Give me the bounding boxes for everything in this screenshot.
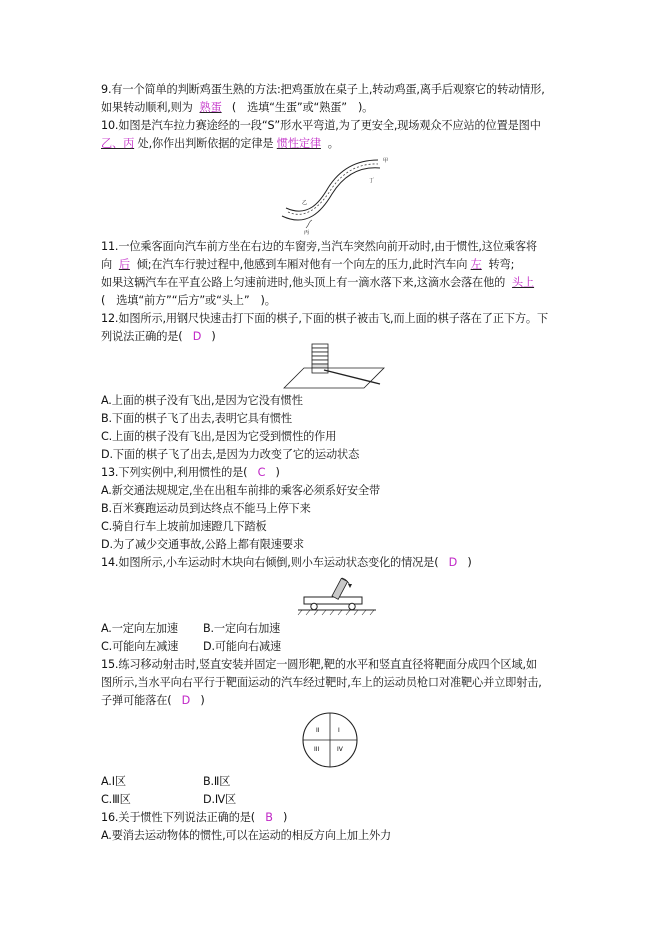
q13-paren: ) xyxy=(275,466,280,479)
q10-text: 处,你作出判断依据的定律是 xyxy=(137,137,274,150)
q9-line2 xyxy=(101,101,373,115)
q12-option-c: C.上面的棋子没有飞出,是因为它受到惯性的作用 xyxy=(101,430,337,443)
quadrant-label-i: I xyxy=(338,727,340,734)
q14-text: 14.如图所示,小车运动时木块向右倾倒,则小车运动状态变化的情况是( xyxy=(101,556,439,569)
q13-text: 13.下列实例中,利用惯性的是( xyxy=(101,466,248,479)
q11-line4: ( 选填“前方”“后方”或“头上” )。 xyxy=(101,294,276,307)
q11-line2 xyxy=(101,258,514,272)
q9-hint: ( 选填“生蛋”或“熟蛋” )。 xyxy=(231,101,374,114)
quadrant-label-ii: II xyxy=(316,727,320,734)
s-curve-road-figure xyxy=(262,156,402,236)
q16-text: 16.关于惯性下列说法正确的是( xyxy=(101,811,256,824)
q12-option-b: B.下面的棋子飞了出去,表明它具有惯性 xyxy=(101,412,292,425)
q13-line1 xyxy=(101,466,280,480)
q14-option-a: A.一定向左加速 xyxy=(101,622,178,635)
q9-line1: 9.有一个简单的判断鸡蛋生熟的方法:把鸡蛋放在桌子上,转动鸡蛋,离手后观察它的转动情形, xyxy=(101,83,545,96)
q15-options-row2 xyxy=(101,793,236,807)
cart-block-figure xyxy=(296,572,378,616)
quadrant-label-iii: III xyxy=(314,746,320,753)
chess-pieces-figure xyxy=(280,340,390,394)
q16-paren: ) xyxy=(282,811,288,824)
q14-option-c: C.可能向左减速 xyxy=(101,640,179,653)
q12-paren: ) xyxy=(211,330,216,343)
q14-options-row2 xyxy=(101,640,281,654)
q15-option-d: D.Ⅳ区 xyxy=(203,793,237,806)
q9-answer: 熟蛋 xyxy=(199,101,222,114)
q11-answer-1: 后 xyxy=(118,258,130,271)
q12-line1: 12.如图所示,用钢尺快速击打下面的棋子,下面的棋子被击飞,而上面的棋子落在了正下方。下 xyxy=(101,312,548,325)
q15-line3 xyxy=(101,694,205,708)
q12-text: 列说法正确的是( xyxy=(101,330,183,343)
q15-options-row1 xyxy=(101,775,230,789)
road-label-3: 丁 xyxy=(369,178,375,184)
q11-answer-3: 头上 xyxy=(511,276,535,289)
q11-line1: 11.一位乘客面向汽车前方坐在右边的车窗旁,当汽车突然向前开动时,由于惯性,这位乘客将 xyxy=(101,240,537,253)
q11-line3 xyxy=(101,276,534,290)
q14-options-row1 xyxy=(101,622,280,636)
road-label-0: 甲 xyxy=(383,158,389,164)
q11-text-b: 倾;在汽车行驶过程中,他感到车厢对他有一个向左的压力,此时汽车向 xyxy=(136,258,468,271)
q12-line2 xyxy=(101,330,216,344)
target-figure xyxy=(300,710,360,770)
q16-answer: B xyxy=(265,811,273,824)
q14-paren: ) xyxy=(467,556,472,569)
q16-line1 xyxy=(101,811,287,825)
q13-answer: C xyxy=(257,466,266,479)
q15-line1: 15.练习移动射击时,竖直安装并固定一圆形靶,靶的水平和竖直直径将靶面分成四个区域,如 xyxy=(101,658,537,671)
q9-text: 如果转动顺利,则为 xyxy=(101,101,193,114)
q10-answer-positions: 乙、丙 xyxy=(101,137,135,150)
q15-line2: 图所示,当水平向右平行于靶面运动的汽车经过靶时,车上的运动员枪口对准靶心并立即射击, xyxy=(101,676,542,689)
q11-answer-2: 左 xyxy=(470,258,482,271)
q16-option-a: A.要消去运动物体的惯性,可以在运动的相反方向上加上外力 xyxy=(101,829,392,842)
q14-option-d: D.可能向右减速 xyxy=(203,640,282,653)
q14-line1 xyxy=(101,556,472,570)
q11-text-a: 向 xyxy=(101,258,113,271)
q11-text-c: 转弯; xyxy=(488,258,515,271)
q11-text-d: 如果这辆汽车在平直公路上匀速前进时,他头顶上有一滴水落下来,这滴水会落在他的 xyxy=(101,276,506,289)
q13-option-d: D.为了减少交通事故,公路上都有限速要求 xyxy=(101,538,304,551)
q13-option-a: A.新交通法规规定,坐在出租车前排的乘客必须系好安全带 xyxy=(101,484,381,497)
q15-option-a: A.Ⅰ区 xyxy=(101,775,126,788)
q12-option-d: D.下面的棋子飞了出去,是因为力改变了它的运动状态 xyxy=(101,448,360,461)
q15-paren: ) xyxy=(200,694,205,707)
q12-option-a: A.上面的棋子没有飞出,是因为它没有惯性 xyxy=(101,394,303,407)
q15-answer: D xyxy=(181,694,191,707)
q13-option-b: B.百米赛跑运动员到达终点不能马上停下来 xyxy=(101,502,311,515)
q15-text: 子弹可能落在( xyxy=(101,694,172,707)
q10-answer-law: 惯性定律 xyxy=(276,137,321,150)
q15-option-b: B.Ⅱ区 xyxy=(203,775,231,788)
road-label-2: 丙 xyxy=(304,230,310,236)
q10-line1: 10.如图是汽车拉力赛途经的一段“S”形水平弯道,为了更安全,现场观众不应站的位置是图中 xyxy=(101,119,541,132)
q14-option-b: B.一定向右加速 xyxy=(203,622,281,635)
quadrant-label-iv: IV xyxy=(337,746,343,753)
q13-option-c: C.骑自行车上坡前加速蹬几下踏板 xyxy=(101,520,267,533)
q10-period: 。 xyxy=(327,137,339,150)
q15-option-c: C.Ⅲ区 xyxy=(101,793,131,806)
q12-answer: D xyxy=(192,330,202,343)
q14-answer: D xyxy=(448,556,458,569)
road-label-1: 乙 xyxy=(302,200,308,206)
q10-line2 xyxy=(101,137,339,151)
